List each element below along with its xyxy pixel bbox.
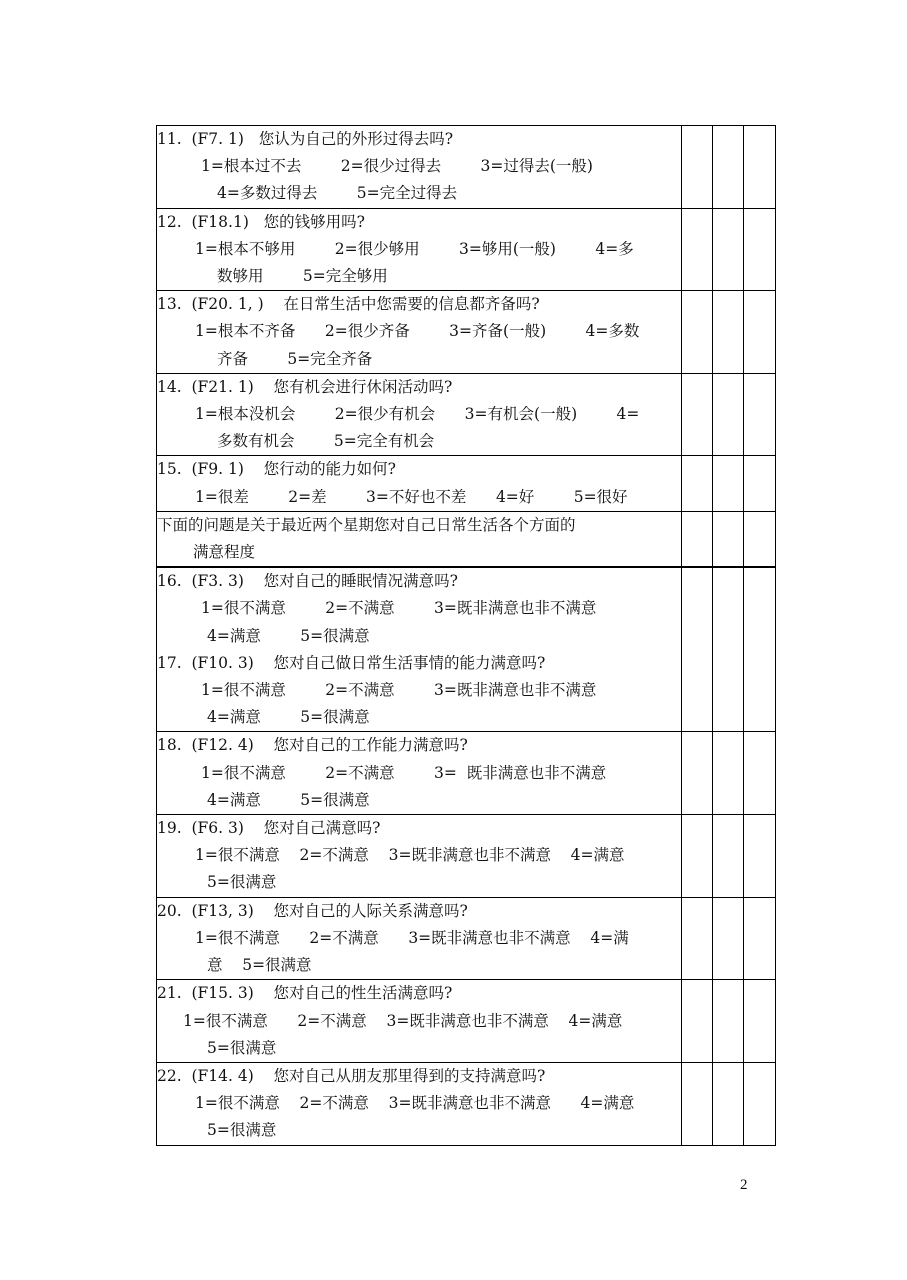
answer-options: 1=很不满意 2=不满意 3=既非满意也非不满意 bbox=[201, 599, 597, 618]
page-number: 2 bbox=[740, 1177, 748, 1193]
section-heading-continued: 满意程度 bbox=[193, 543, 256, 562]
answer-box[interactable] bbox=[713, 291, 744, 374]
answer-box[interactable] bbox=[682, 897, 713, 980]
answer-options: 多数有机会 5=完全有机会 bbox=[217, 432, 435, 451]
answer-box[interactable] bbox=[682, 732, 713, 815]
answer-box[interactable] bbox=[682, 373, 713, 456]
answer-options: 数够用 5=完全够用 bbox=[217, 267, 388, 286]
answer-box[interactable] bbox=[744, 208, 776, 291]
answer-options: 1=根本过不去 2=很少过得去 3=过得去(一般) bbox=[201, 157, 593, 176]
question-title: 21. (F15. 3) 您对自己的性生活满意吗? bbox=[157, 984, 453, 1003]
answer-box[interactable] bbox=[744, 567, 776, 732]
questionnaire-table bbox=[156, 125, 776, 1146]
question-row-16-17 bbox=[157, 567, 776, 732]
question-title: 14. (F21. 1) 您有机会进行休闲活动吗? bbox=[157, 377, 453, 396]
answer-box[interactable] bbox=[713, 126, 744, 209]
question-title: 12. (F18.1) 您的钱够用吗? bbox=[157, 212, 365, 231]
answer-box[interactable] bbox=[713, 567, 744, 732]
answer-options: 1=根本不够用 2=很少够用 3=够用(一般) 4=多 bbox=[195, 239, 634, 258]
answer-options: 齐备 5=完全齐备 bbox=[217, 349, 373, 368]
answer-box bbox=[713, 511, 744, 567]
question-row-22 bbox=[157, 1062, 776, 1145]
answer-box[interactable] bbox=[682, 815, 713, 898]
answer-box[interactable] bbox=[682, 980, 713, 1063]
answer-options: 意 5=很满意 bbox=[207, 956, 312, 975]
answer-options: 1=根本不齐备 2=很少齐备 3=齐备(一般) 4=多数 bbox=[195, 322, 640, 341]
question-title: 22. (F14. 4) 您对自己从朋友那里得到的支持满意吗? bbox=[157, 1066, 546, 1085]
answer-options: 4=满意 5=很满意 bbox=[207, 790, 370, 809]
answer-box[interactable] bbox=[682, 291, 713, 374]
answer-box[interactable] bbox=[682, 1062, 713, 1145]
answer-options: 1=很差 2=差 3=不好也不差 4=好 5=很好 bbox=[195, 487, 628, 506]
answer-options: 1=很不满意 2=不满意 3=既非满意也非不满意 4=满意 bbox=[195, 1094, 635, 1113]
answer-options: 1=根本没机会 2=很少有机会 3=有机会(一般) 4= bbox=[195, 405, 640, 424]
section-heading-row bbox=[157, 511, 776, 567]
question-title: 13. (F20. 1, ) 在日常生活中您需要的信息都齐备吗? bbox=[157, 295, 540, 314]
question-row-13 bbox=[157, 291, 776, 374]
answer-options: 1=很不满意 2=不满意 3=既非满意也非不满意 4=满意 bbox=[195, 846, 625, 865]
answer-options: 1=很不满意 2=不满意 3=既非满意也非不满意 bbox=[201, 681, 597, 700]
answer-box[interactable] bbox=[713, 373, 744, 456]
section-heading: 下面的问题是关于最近两个星期您对自己日常生活各个方面的 bbox=[157, 515, 576, 534]
answer-options: 1=很不满意 2=不满意 3= 既非满意也非不满意 bbox=[201, 763, 607, 782]
answer-options: 4=多数过得去 5=完全过得去 bbox=[217, 184, 458, 203]
question-row-11 bbox=[157, 126, 776, 209]
answer-box[interactable] bbox=[682, 208, 713, 291]
question-row-18 bbox=[157, 732, 776, 815]
answer-options: 1=很不满意 2=不满意 3=既非满意也非不满意 4=满意 bbox=[183, 1011, 623, 1030]
answer-box[interactable] bbox=[744, 126, 776, 209]
answer-box[interactable] bbox=[744, 897, 776, 980]
question-title: 17. (F10. 3) 您对自己做日常生活事情的能力满意吗? bbox=[157, 653, 546, 672]
answer-options: 4=满意 5=很满意 bbox=[207, 708, 370, 727]
answer-box[interactable] bbox=[713, 208, 744, 291]
answer-box[interactable] bbox=[713, 897, 744, 980]
answer-box[interactable] bbox=[713, 732, 744, 815]
answer-box bbox=[682, 511, 713, 567]
answer-options: 5=很满意 bbox=[207, 1038, 277, 1057]
question-title: 20. (F13, 3) 您对自己的人际关系满意吗? bbox=[157, 901, 468, 920]
answer-box[interactable] bbox=[744, 815, 776, 898]
answer-box[interactable] bbox=[744, 732, 776, 815]
question-row-19 bbox=[157, 815, 776, 898]
question-row-21 bbox=[157, 980, 776, 1063]
question-title: 19. (F6. 3) 您对自己满意吗? bbox=[157, 819, 381, 838]
answer-box bbox=[744, 511, 776, 567]
answer-box[interactable] bbox=[713, 980, 744, 1063]
answer-box[interactable] bbox=[682, 126, 713, 209]
question-title: 15. (F9. 1) 您行动的能力如何? bbox=[157, 460, 396, 479]
question-row-15 bbox=[157, 456, 776, 511]
answer-options: 1=很不满意 2=不满意 3=既非满意也非不满意 4=满 bbox=[195, 928, 629, 947]
question-row-12 bbox=[157, 208, 776, 291]
answer-box[interactable] bbox=[713, 1062, 744, 1145]
answer-box[interactable] bbox=[744, 373, 776, 456]
question-row-20 bbox=[157, 897, 776, 980]
answer-box[interactable] bbox=[682, 456, 713, 511]
question-title: 11. (F7. 1) 您认为自己的外形过得去吗? bbox=[157, 130, 454, 148]
answer-options: 5=很满意 bbox=[207, 873, 277, 892]
answer-box[interactable] bbox=[744, 456, 776, 511]
answer-box[interactable] bbox=[744, 291, 776, 374]
question-row-14 bbox=[157, 373, 776, 456]
answer-box[interactable] bbox=[744, 980, 776, 1063]
answer-box[interactable] bbox=[682, 567, 713, 732]
question-title: 18. (F12. 4) 您对自己的工作能力满意吗? bbox=[157, 736, 468, 755]
answer-box[interactable] bbox=[744, 1062, 776, 1145]
answer-options: 4=满意 5=很满意 bbox=[207, 626, 370, 645]
answer-box[interactable] bbox=[713, 815, 744, 898]
answer-options: 5=很满意 bbox=[207, 1121, 277, 1140]
question-title: 16. (F3. 3) 您对自己的睡眠情况满意吗? bbox=[157, 572, 458, 591]
answer-box[interactable] bbox=[713, 456, 744, 511]
